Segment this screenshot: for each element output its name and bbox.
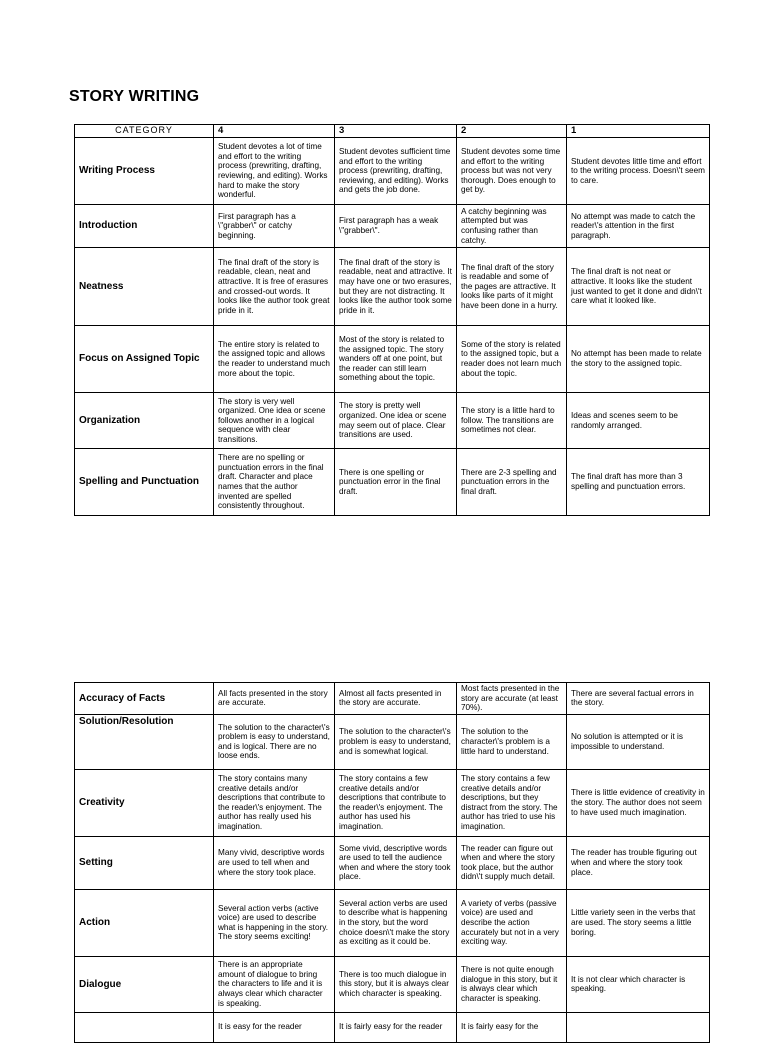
cell-score-2: Most facts presented in the story are accurate (at least 70%).: [457, 683, 567, 715]
table-row: [75, 138, 710, 205]
cell-score-3: Some vivid, descriptive words are used to tell the audience when and where the story took place.: [335, 836, 457, 889]
cell-score-4: The story contains many creative details and/or descriptions that contribute to the reader\'s enjoyment. The author has really used his imagination.: [214, 769, 335, 836]
row-category: Creativity: [75, 769, 214, 836]
table-row: [75, 248, 710, 326]
cell-score-2: The solution to the character\'s problem is a little hard to understand.: [457, 714, 567, 769]
cell-score-4: There are no spelling or punctuation errors in the final draft. Character and place names that the author invented are spelled consistently throughout.: [214, 449, 335, 516]
cell-score-1: There is little evidence of creativity in the story. The author does not seem to have used much imagination.: [567, 769, 710, 836]
cell-score-1: The reader has trouble figuring out when and where the story took place.: [567, 836, 710, 889]
cell-score-1: No solution is attempted or it is impossible to understand.: [567, 714, 710, 769]
cell-score-1: No attempt has been made to relate the story to the assigned topic.: [567, 326, 710, 393]
cell-score-3: Several action verbs are used to describe what is happening in the story, but the word choice doesn\'t make the story as exciting as it could be.: [335, 889, 457, 956]
row-category: Writing Process: [75, 138, 214, 205]
cell-score-4: The final draft of the story is readable, clean, neat and attractive. It is free of erasures and crossed-out words. It looks like the author took great pride in it.: [214, 248, 335, 326]
cell-score-3: Most of the story is related to the assigned topic. The story wanders off at one point, but the reader can still learn something about the topic.: [335, 326, 457, 393]
header-score-3: 3: [335, 125, 457, 138]
row-category: Dialogue: [75, 956, 214, 1012]
cell-score-1: Student devotes little time and effort to the writing process. Doesn\'t seem to care.: [567, 138, 710, 205]
rubric-table-1: [74, 124, 710, 516]
row-category: Neatness: [75, 248, 214, 326]
cell-score-3: The story contains a few creative details and/or descriptions that contribute to the reader\'s enjoyment. The author has used his imagination.: [335, 769, 457, 836]
table-row: [75, 1012, 710, 1042]
cell-score-2: It is fairly easy for the: [457, 1012, 567, 1042]
table-row: [75, 956, 710, 1012]
cell-score-2: There are 2-3 spelling and punctuation errors in the final draft.: [457, 449, 567, 516]
table-row: [75, 714, 710, 769]
cell-score-2: Some of the story is related to the assigned topic, but a reader does not learn much about the topic.: [457, 326, 567, 393]
cell-score-3: There is too much dialogue in this story, but it is always clear which character is speaking.: [335, 956, 457, 1012]
cell-score-2: There is not quite enough dialogue in this story, but it is always clear which character is speaking.: [457, 956, 567, 1012]
cell-score-4: The solution to the character\'s problem is easy to understand, and is logical. There are no loose ends.: [214, 714, 335, 769]
cell-score-2: The story contains a few creative details and/or descriptions, but they distract from the story. The author has tried to use his imagination.: [457, 769, 567, 836]
cell-score-2: A variety of verbs (passive voice) are used and describe the action accurately but not in a very exciting way.: [457, 889, 567, 956]
cell-score-2: The reader can figure out when and where the story took place, but the author didn\'t supply much detail.: [457, 836, 567, 889]
cell-score-1: The final draft is not neat or attractive. It looks like the student just wanted to get it done and didn\'t care what it looked like.: [567, 248, 710, 326]
cell-score-3: Student devotes sufficient time and effort to the writing process (prewriting, drafting, reviewing, and editing). Works and gets the job done.: [335, 138, 457, 205]
cell-score-3: There is one spelling or punctuation error in the final draft.: [335, 449, 457, 516]
cell-score-4: The story is very well organized. One idea or scene follows another in a logical sequence with clear transitions.: [214, 393, 335, 449]
header-category: CATEGORY: [75, 125, 214, 138]
cell-score-1: Ideas and scenes seem to be randomly arranged.: [567, 393, 710, 449]
cell-score-4: All facts presented in the story are accurate.: [214, 683, 335, 715]
cell-score-4: The entire story is related to the assigned topic and allows the reader to understand much more about the topic.: [214, 326, 335, 393]
table-row: [75, 889, 710, 956]
table-row: [75, 449, 710, 516]
cell-score-4: Student devotes a lot of time and effort to the writing process (prewriting, drafting, reviewing, and editing). Works hard to make the story wonderful.: [214, 138, 335, 205]
cell-score-4: It is easy for the reader: [214, 1012, 335, 1042]
cell-score-2: Student devotes some time and effort to the writing process but was not very thorough. Does enough to get by.: [457, 138, 567, 205]
row-category: Focus on Assigned Topic: [75, 326, 214, 393]
cell-score-4: Several action verbs (active voice) are used to describe what is happening in the story. The story seems exciting!: [214, 889, 335, 956]
cell-score-2: The final draft of the story is readable and some of the pages are attractive. It looks like parts of it might have been done in a hurry.: [457, 248, 567, 326]
cell-score-1: Little variety seen in the verbs that are used. The story seems a little boring.: [567, 889, 710, 956]
cell-score-4: First paragraph has a \"grabber\" or catchy beginning.: [214, 205, 335, 248]
table-header-row: [75, 125, 710, 138]
cell-score-3: The story is pretty well organized. One idea or scene may seem out of place. Clear transitions are used.: [335, 393, 457, 449]
rubric-table-2: [74, 682, 710, 1043]
header-score-4: 4: [214, 125, 335, 138]
cell-score-1: No attempt was made to catch the reader\'s attention in the first paragraph.: [567, 205, 710, 248]
row-category: Setting: [75, 836, 214, 889]
table-row: [75, 326, 710, 393]
row-category: Action: [75, 889, 214, 956]
cell-score-3: The solution to the character\'s problem is easy to understand, and is somewhat logical.: [335, 714, 457, 769]
cell-score-1: There are several factual errors in the story.: [567, 683, 710, 715]
row-category: Accuracy of Facts: [75, 683, 214, 715]
cell-score-3: The final draft of the story is readable, neat and attractive. It may have one or two erasures, but they are not distracting. It looks like the author took some pride in it.: [335, 248, 457, 326]
cell-score-1: [567, 1012, 710, 1042]
row-category: Organization: [75, 393, 214, 449]
row-category: Introduction: [75, 205, 214, 248]
cell-score-2: The story is a little hard to follow. The transitions are sometimes not clear.: [457, 393, 567, 449]
row-category: Spelling and Punctuation: [75, 449, 214, 516]
table-row: [75, 205, 710, 248]
cell-score-1: The final draft has more than 3 spelling and punctuation errors.: [567, 449, 710, 516]
cell-score-1: It is not clear which character is speaking.: [567, 956, 710, 1012]
cell-score-3: First paragraph has a weak \"grabber\".: [335, 205, 457, 248]
cell-score-3: Almost all facts presented in the story are accurate.: [335, 683, 457, 715]
cell-score-4: Many vivid, descriptive words are used to tell when and where the story took place.: [214, 836, 335, 889]
page-title: STORY WRITING: [69, 88, 200, 105]
table-row: [75, 769, 710, 836]
table-row: [75, 393, 710, 449]
cell-score-2: A catchy beginning was attempted but was confusing rather than catchy.: [457, 205, 567, 248]
table-row: [75, 683, 710, 715]
header-score-2: 2: [457, 125, 567, 138]
row-category: [75, 1012, 214, 1042]
cell-score-4: There is an appropriate amount of dialogue to bring the characters to life and it is always clear which character is speaking.: [214, 956, 335, 1012]
table-row: [75, 836, 710, 889]
cell-score-3: It is fairly easy for the reader: [335, 1012, 457, 1042]
row-category: Solution/Resolution: [75, 714, 214, 769]
header-score-1: 1: [567, 125, 710, 138]
